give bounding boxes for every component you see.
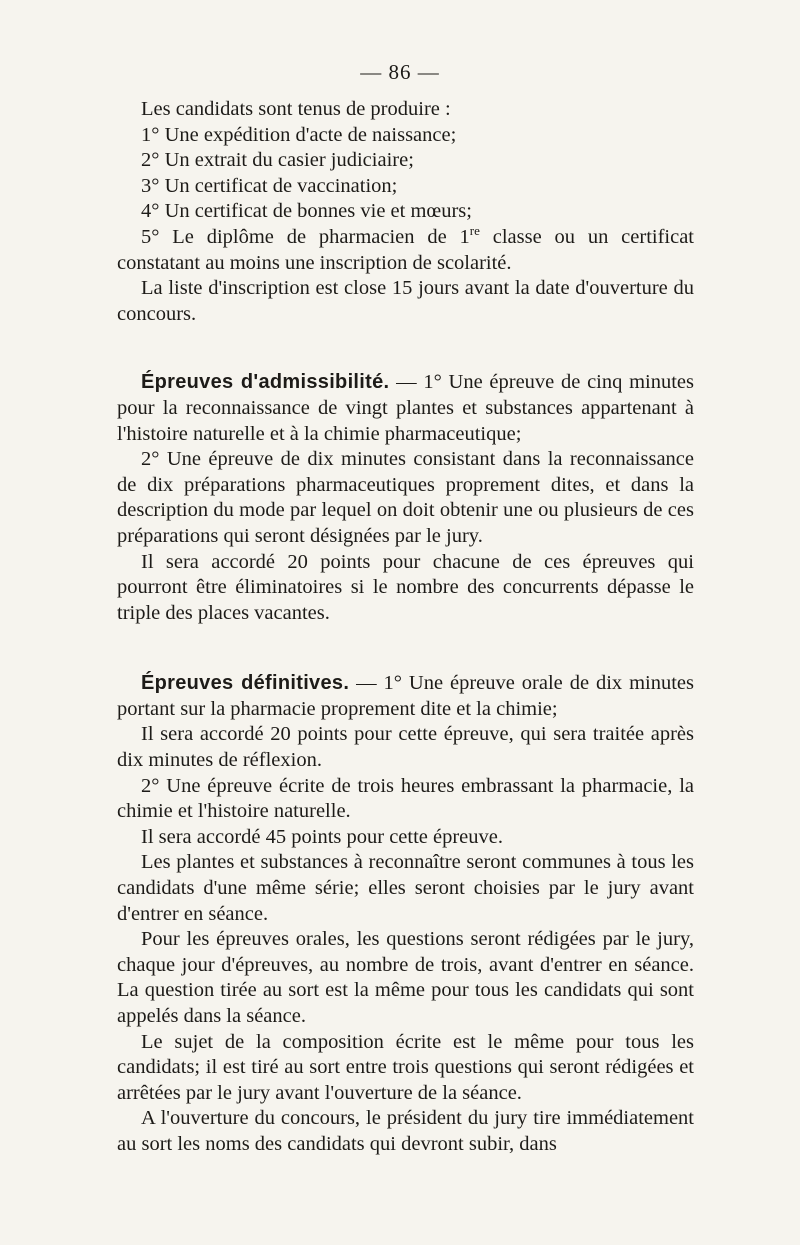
page-number: — 86 — [360,60,440,84]
admissibilite-heading: Épreuves d'admissibilité. [141,371,390,394]
definitives-paragraph-5: Les plantes et substances à reconnaître seront communes à tous les candidats d'une même série; elles seront choisies par le jury avant d'entrer en séance. [117,851,694,925]
intro-closing: La liste d'inscription est close 15 jours avant la date d'ouverture du concours. [117,277,694,325]
definitives-paragraph-7: Le sujet de la composition écrite est le même pour tous les candidats; il est tiré au sort entre trois questions qui seront rédigées et arrêtées par le jury avant l'ouverture de la séance. [117,1030,694,1104]
definitives-paragraph-1 [117,671,694,722]
admissibilite-paragraph-3: Il sera accordé 20 points pour chacune de ces épreuves qui pourront être éliminatoires si le nombre des concurrents dépasse le triple des places vacantes. [117,550,694,624]
item5-text-start: 5° Le diplôme de pharmacien de 1 [141,225,470,248]
admissibilite-paragraph-2: 2° Une épreuve de dix minutes consistant dans la reconnaissance de dix préparations pharmaceutiques proprement dites, et dans la description du mode par lequel on doit obtenir une ou plusieurs de ces préparations qui seront désignées par le jury. [117,448,694,547]
intro-item-2: 2° Un extrait du casier judiciaire; [141,149,414,172]
section-gap [117,327,694,370]
intro-lead: Les candidats sont tenus de produire : [141,98,451,120]
definitives-paragraph-4: Il sera accordé 45 points pour cette épreuve. [141,825,504,848]
definitives-paragraph-2: Il sera accordé 20 points pour cette épreuve, qui sera traitée après dix minutes de réflexion. [117,723,694,772]
admissibilite-p1-text: — 1° Une épreuve de cinq minutes pour la reconnaissance de vingt plantes et substances appartenant à l'histoire naturelle et à la chimie pharmaceutique; [117,371,695,445]
intro-item-5 [117,225,694,276]
definitives-paragraph-3: 2° Une épreuve écrite de trois heures embrassant la pharmacie, la chimie et l'histoire naturelle. [117,774,694,823]
definitives-paragraph-8: A l'ouverture du concours, le président du jury tire immédiatement au sort les noms des candidats qui devront subir, dans [117,1107,694,1155]
page-body [117,97,694,1158]
definitives-p1-text: — 1° Une épreuve orale de dix minutes portant sur la pharmacie proprement dite et la chimie; [117,672,695,720]
definitives-heading: Épreuves définitives. [141,672,350,695]
item5-superscript: re [469,223,480,239]
intro-item-3: 3° Un certificat de vaccination; [141,174,398,197]
section-gap [117,626,694,671]
intro-item-1: 1° Une expédition d'acte de naissance; [141,123,457,146]
definitives-paragraph-6: Pour les épreuves orales, les questions seront rédigées par le jury, chaque jour d'épreuves, au nombre de trois, avant d'entrer en séance. La question tirée au sort est la même pour tous les candidats qui sont appelés dans la séance. [117,928,694,1027]
intro-item-4: 4° Un certificat de bonnes vie et mœurs; [141,200,472,223]
item5-text-end: classe ou un certificat constatant au moins une inscription de scolarité. [117,225,694,274]
admissibilite-paragraph-1 [117,370,694,447]
